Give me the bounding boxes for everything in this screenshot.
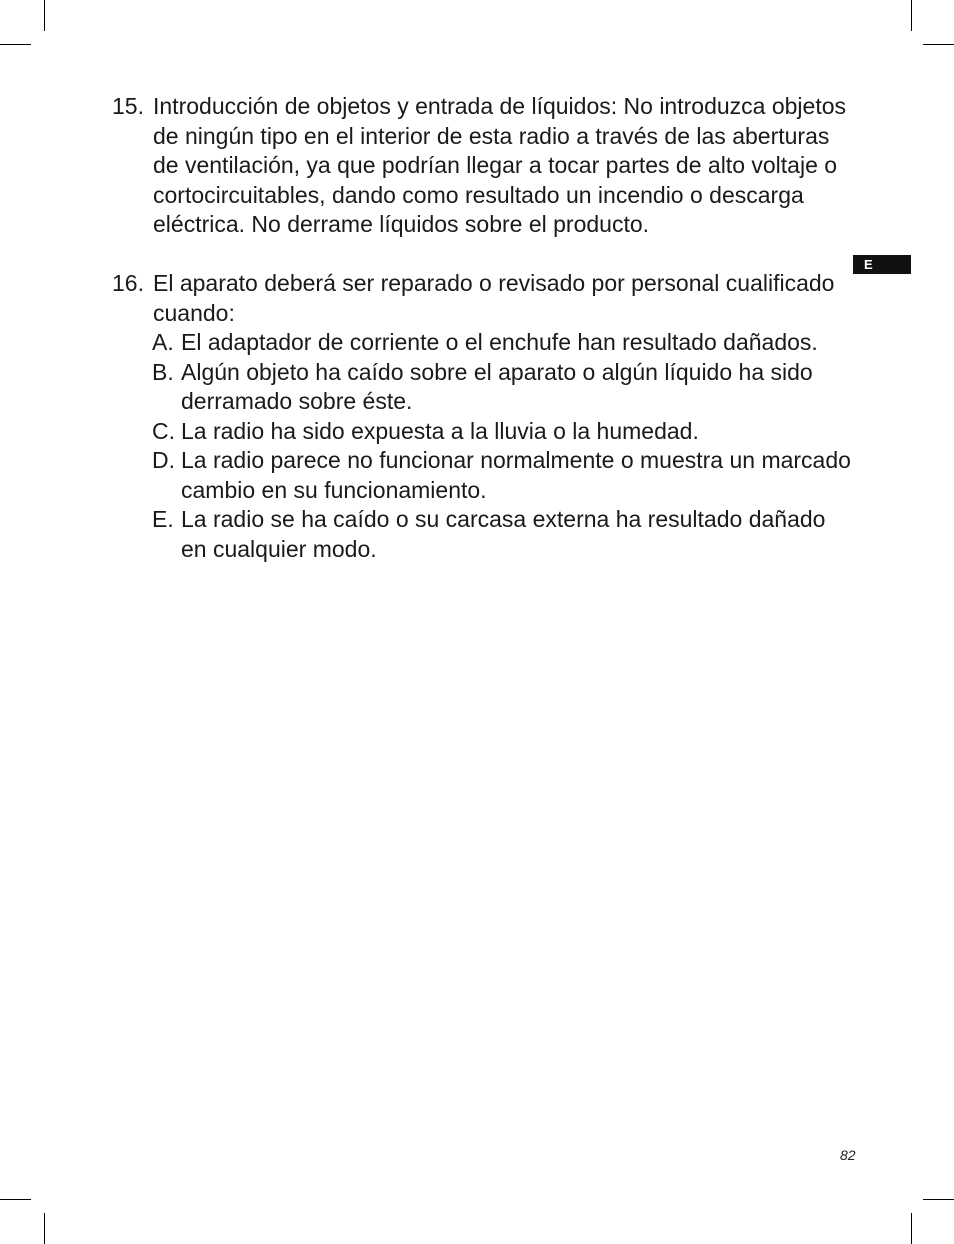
crop-mark-bottom-left-vertical — [44, 1213, 45, 1244]
sub-item-d — [152, 446, 852, 505]
item-body — [153, 269, 852, 564]
sub-item-b — [152, 358, 852, 417]
sub-item-letter: D. — [152, 447, 175, 473]
instruction-list — [112, 92, 852, 564]
sub-item-text: La radio parece no funcionar normalmente o muestra un marcado cambio en su funcionamiento. — [181, 447, 851, 503]
sub-item-letter: B. — [152, 358, 174, 385]
crop-mark-bottom-right-vertical — [911, 1213, 912, 1244]
sub-item-text: El adaptador de corriente o el enchufe han resultado dañados. — [181, 329, 818, 355]
item-number: 16. — [112, 270, 144, 296]
crop-mark-bottom-left-horizontal — [0, 1199, 31, 1200]
sub-item-letter: E. — [152, 506, 174, 532]
sub-item-text: La radio ha sido expuesta a la lluvia o la humedad. — [181, 417, 699, 444]
crop-mark-top-right-horizontal — [923, 44, 954, 45]
sub-item-c — [152, 417, 852, 447]
crop-mark-top-left-horizontal — [0, 44, 31, 45]
crop-mark-bottom-right-horizontal — [923, 1199, 954, 1200]
item-body — [153, 92, 852, 240]
item-text: El aparato deberá ser reparado o revisado por personal cualificado cuando: — [153, 270, 835, 326]
sub-item-text: La radio se ha caído o su carcasa externa ha resultado dañado en cualquier modo. — [181, 506, 826, 562]
language-tab: E — [853, 255, 911, 274]
page-number: 82 — [840, 1147, 856, 1163]
sub-item-letter: C. — [152, 417, 175, 444]
item-text: Introducción de objetos y entrada de líquidos: No introduzca objetos de ningún tipo en el interior de esta radio a través de las aberturas de ventilación, ya que podrían llegar a tocar partes de alto voltaje o cortocircuitables, dando como resultado un incendio o descarga eléctrica. No derrame líquidos sobre el producto. — [153, 93, 846, 237]
sub-item-e — [152, 505, 852, 564]
crop-mark-top-left-vertical — [44, 0, 45, 31]
crop-mark-top-right-vertical — [911, 0, 912, 31]
sub-item-a — [152, 328, 852, 358]
item-number: 15. — [112, 93, 144, 119]
list-item-15 — [112, 92, 852, 240]
list-item-16 — [112, 269, 852, 564]
sub-item-letter: A. — [152, 329, 174, 355]
sub-item-text: Algún objeto ha caído sobre el aparato o algún líquido ha sido derramado sobre éste. — [181, 358, 813, 414]
